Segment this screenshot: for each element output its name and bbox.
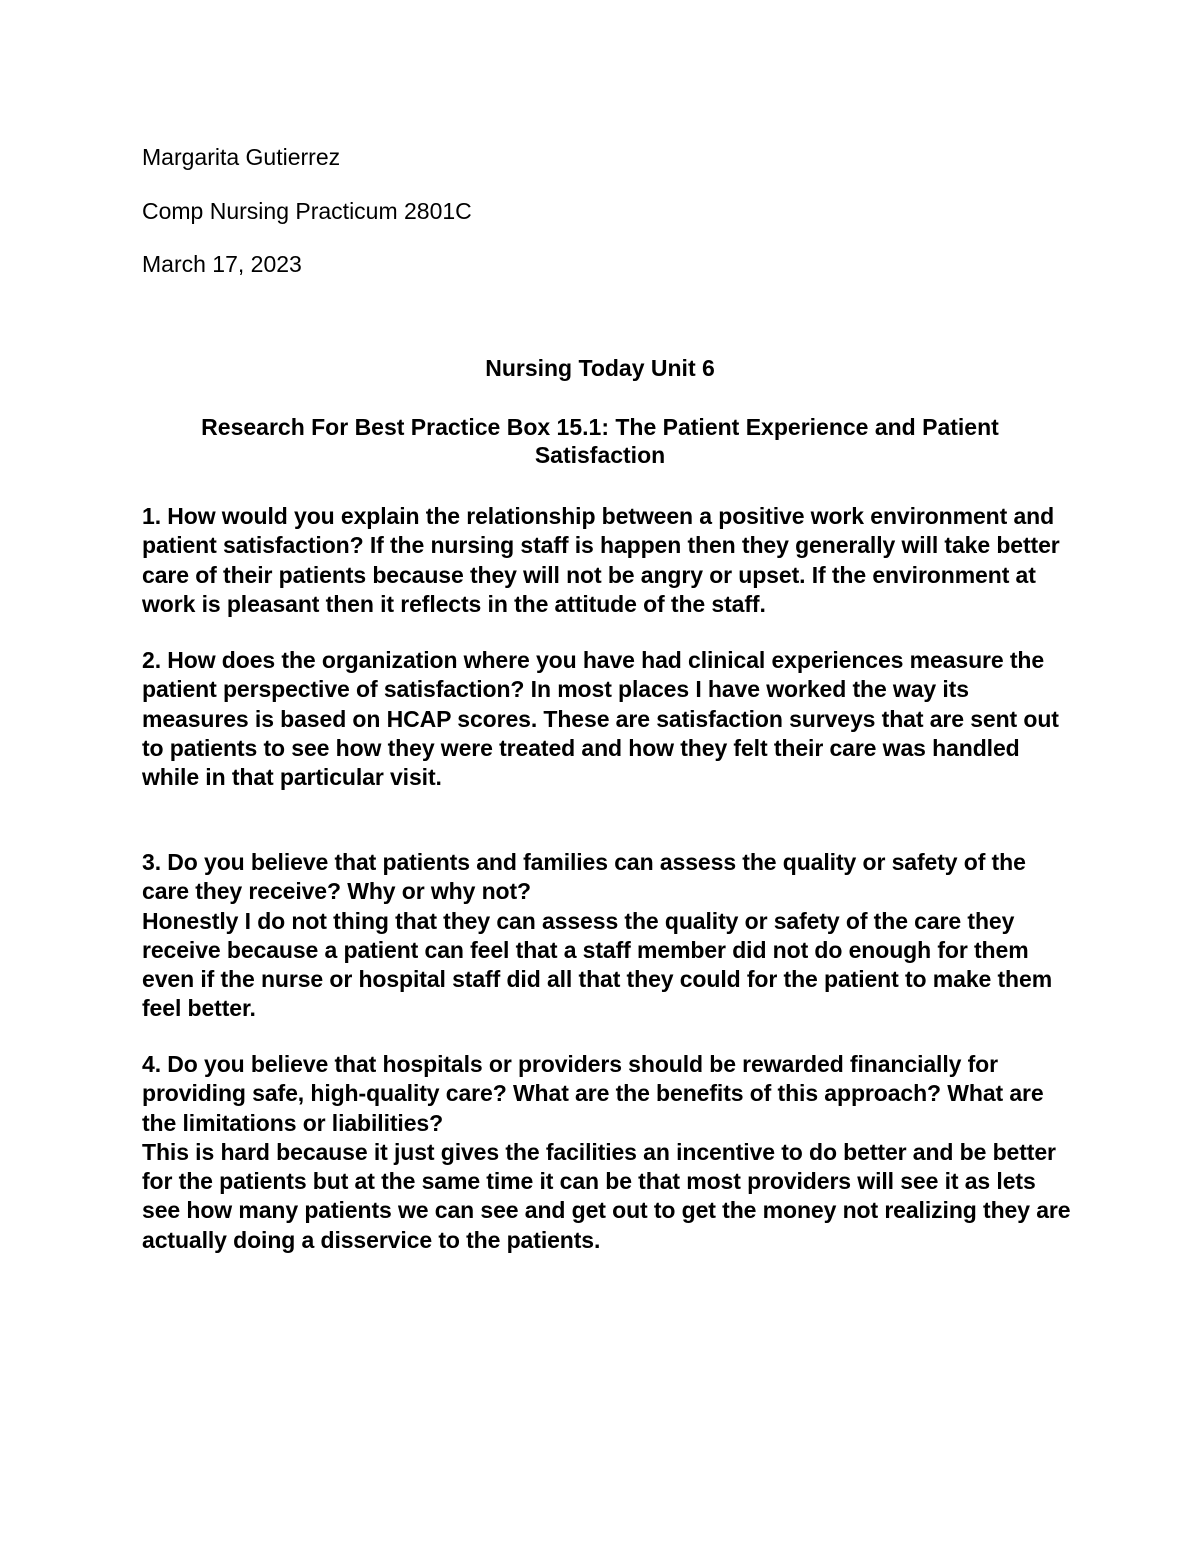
question-4-answer: This is hard because it just gives the facilities an incentive to do better and be better for the patients but at the same time it can be that most providers will see it as lets see how many patients we can see and get out to get the money not realizing they are actually doing a disservice to the patients. bbox=[142, 1138, 1071, 1253]
question-3-prompt: 3. Do you believe that patients and families can assess the quality or safety of the care they receive? Why or why not? bbox=[142, 849, 1026, 905]
question-4-prompt: 4. Do you believe that hospitals or providers should be rewarded financially for providing safe, high-quality care? What are the benefits of this approach? What are the limitations or liabilities? bbox=[142, 1051, 1044, 1136]
question-block-1 bbox=[142, 502, 1072, 619]
question-3-answer: Honestly I do not thing that they can assess the quality or safety of the care they receive because a patient can feel that a staff member did not do enough for them even if the nurse or hospital staff did all that they could for the patient to make them feel better. bbox=[142, 907, 1053, 1022]
author-name: Margarita Gutierrez bbox=[142, 144, 341, 170]
question-2-text: 2. How does the organization where you have had clinical experiences measure the patient perspective of satisfaction? In most places I have worked the way its measures is based on HCAP scores. These are satisfaction surveys that are sent out to patients to see how they were treated and how they felt their care was handled while in that particular visit. bbox=[142, 647, 1059, 791]
course-name: Comp Nursing Practicum 2801C bbox=[142, 198, 472, 224]
question-1-text: 1. How would you explain the relationship between a positive work environment and patient satisfaction? If the nursing staff is happen then they generally will take better care of their patients because they will not be angry or upset. If the environment at work is pleasant then it reflects in the attitude of the staff. bbox=[142, 503, 1060, 617]
question-block-3 bbox=[142, 848, 1072, 1024]
document-subtitle: Research For Best Practice Box 15.1: The Patient Experience and Patient Satisfaction bbox=[201, 414, 999, 468]
question-block-2 bbox=[142, 646, 1072, 792]
document-date: March 17, 2023 bbox=[142, 251, 302, 277]
question-block-4 bbox=[142, 1050, 1072, 1255]
document-title: Nursing Today Unit 6 bbox=[485, 355, 715, 381]
